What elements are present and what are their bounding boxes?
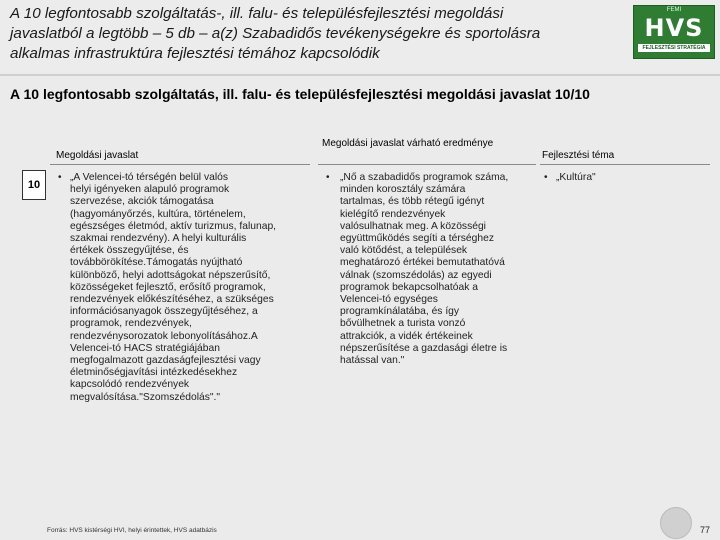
solution-line: továbbörökítése.Támogatás nyújtható (70, 257, 243, 269)
result-line: válnak (szomszédolás) az egyedi (340, 269, 492, 281)
result-line: valósulhatnak meg. A közösségi (340, 220, 486, 232)
solution-line: szervezése, akciók támogatása (70, 196, 214, 208)
solution-line: megfogalmazott gazdaságfejlesztési vagy (70, 355, 261, 367)
solution-line: „A Velencei-tó térségén belül valós (70, 172, 228, 183)
result-line: való kötődést, a települések (340, 245, 468, 257)
column-header-solution: Megoldási javaslat (56, 150, 139, 161)
solution-line: közösségeket fejlesztő, erősítő programok, (70, 281, 266, 293)
result-cell (340, 172, 540, 367)
result-line: tartalmas, és több rétegű igényt (340, 196, 485, 208)
title-line: alkalmas infrastruktúra fejlesztési témához kapcsolódik (10, 45, 380, 62)
result-line: hatással van." (340, 355, 405, 367)
solution-line: életminőségjavítási intézkedésekhez (70, 367, 238, 379)
column-header-result: Megoldási javaslat várható eredménye (322, 138, 494, 149)
solution-line: megvalósítása."Szomszédolás"." (70, 391, 221, 403)
row-number: 10 (22, 170, 46, 200)
result-line: Velencei-tó egységes (340, 294, 438, 306)
solution-line: programok, rendezvények, (70, 318, 192, 330)
bullet-icon: • (326, 172, 330, 183)
result-line: népszerűsítése a gazdasági életre is (340, 342, 508, 354)
solution-line: különböző, helyi adottságokat népszerűsítő, (70, 269, 271, 281)
result-line: bővülhetnek a turista vonzó (340, 318, 466, 330)
header-underline (540, 164, 710, 165)
result-line: kielégítő rendezvények (340, 208, 446, 220)
topic-cell: „Kultúra" (556, 172, 596, 183)
header-underline (318, 164, 536, 165)
solution-line: egészséges életmód, aktív turizmus, falunap, (70, 220, 277, 232)
column-header-topic: Fejlesztési téma (542, 150, 615, 161)
result-line: programkínálatába, és így (340, 306, 460, 318)
title-line: javaslatból a legtöbb – 5 db – a(z) Szabadidős tevékenységekre és sportolásra (10, 25, 541, 42)
solution-line: (hagyományőrzés, kultúra, történelem, (70, 208, 246, 220)
solution-line: rendezvények előkészítéséhez, a szükséges (70, 294, 274, 306)
solution-line: információsanyagok összegyűjtéséhez, a (70, 306, 258, 318)
solution-cell (70, 172, 316, 404)
solution-line: Velencei-tó HACS stratégiájában (70, 342, 220, 354)
solution-line: rendezvénysorozatok lebonyolításához.A (70, 330, 258, 342)
logo-top-text: FEMI (666, 7, 682, 13)
result-line: meghatározó értékei bemutathatóvá (340, 257, 505, 269)
solution-line: kapcsolódó rendezvények (70, 379, 190, 391)
footer-emblem-icon (660, 507, 692, 539)
logo-main-text: HVS (644, 14, 704, 42)
header-bar (0, 0, 720, 72)
solution-line: helyi igényeken alapuló programok (70, 184, 230, 196)
slide-title (10, 4, 620, 64)
header-underline (50, 164, 310, 165)
title-line: A 10 legfontosabb szolgáltatás-, ill. falu- és településfejlesztési megoldási (10, 5, 504, 22)
bullet-icon: • (58, 172, 62, 183)
page-number: 77 (700, 525, 711, 535)
solution-line: értékek összegyűjtése, és (70, 245, 189, 257)
result-line: programok bekapcsolhatóak a (340, 281, 478, 293)
source-footer: Forrás: HVS kistérségi HVI, helyi érintettek, HVS adatbázis (47, 527, 217, 534)
result-line: „Nő a szabadidős programok száma, (340, 172, 509, 183)
header-divider (0, 74, 720, 76)
logo-sub-text: FEJLESZTÉSI STRATÉGIA (642, 45, 706, 51)
result-line: minden korosztály számára (340, 184, 466, 196)
hvs-logo (633, 5, 715, 59)
bullet-icon: • (544, 172, 548, 183)
slide-subtitle: A 10 legfontosabb szolgáltatás, ill. falu- és településfejlesztési megoldási javaslat 10/10 (10, 86, 590, 102)
result-line: együttműködés segíti a térséghez (340, 233, 494, 245)
result-line: attrakciók, a vidék értékeinek (340, 330, 473, 342)
solution-line: szakmai rendezvény). A helyi kulturális (70, 233, 247, 245)
